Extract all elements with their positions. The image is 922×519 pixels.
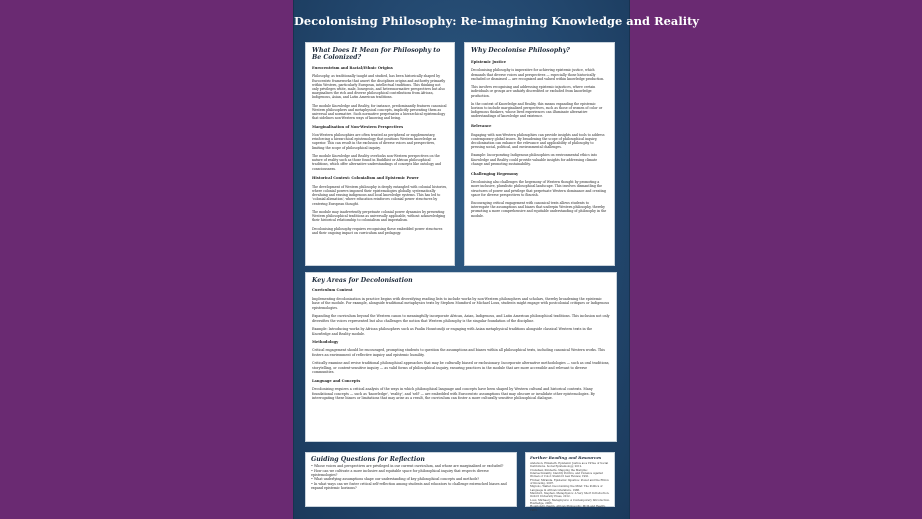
card-heading: Guiding Questions for Reflection: [311, 456, 425, 463]
card-what-does-it-mean: [306, 43, 454, 265]
section-heading: Challenging Hegemony: [471, 171, 519, 176]
card-heading: Why Decolonise Philosophy?: [471, 47, 570, 54]
section-heading: Language and Concepts: [312, 378, 361, 383]
paragraph: Non-Western philosophies are often treated as peripheral or supplementary, reinforcing a hierarchical epistemology that positions Western knowledge as superior. This can result in the exclusion of diverse voices and perspectives, limiting the scope of philosophical inquiry.: [312, 133, 437, 150]
section-heading: Methodology: [312, 339, 339, 344]
paragraph: The module may inadvertently perpetuate colonial power dynamics by presenting Western philosophical traditions as universally applicable, without acknowledging their historical relationship to colonialism and imperialism.: [312, 209, 446, 223]
reading-item: Mumford, Stephen. Metaphysics: A Very Short Introduction. Oxford University Press, 2012.: [530, 492, 610, 499]
paragraph: Critically examine and revise traditional philosophical approaches that may be culturally biased or exclusionary. Incorporate alternative methodologies — such as oral traditions, storytelling, or context-sensitive inquiry — as valid forms of philosophical inquiry, ensuring practices in the module that are more accessible and relevant to diverse communities.: [312, 361, 610, 375]
section-heading: Curriculum Content: [312, 288, 353, 293]
poster: [294, 0, 700, 519]
paragraph: Philosophy, as traditionally taught and studied, has been historically shaped by Eurocentric frameworks that assert the disciplines origins and authority primarily within Western, particularly European, intellectual traditions. This thinking not only privileges white, male, bourgeois, and heteronormative perspectives but also marginalises the rich and diverse philosophical contributions from African, Indigenous, Asian, and Latin American traditions.: [312, 74, 446, 100]
paragraph: Example: Introducing works by African philosophers such as Paulin Hountondji or engaging with Asian metaphysical traditions alongside classical Western texts in the Knowledge and Reality module.: [312, 327, 593, 336]
question-item: • Whose voices and perspectives are privileged in our current curriculum, and whose are marginalised or excluded?: [311, 464, 504, 469]
card-guiding-questions: [306, 453, 516, 506]
section-heading: Relevance: [471, 124, 492, 129]
card-why-decolonise: [465, 43, 614, 265]
reading-item: Fricker, Miranda. Epistemic Injustice: Power and the Ethics of Knowing. 2007.: [530, 478, 609, 485]
paragraph: Engaging with non-Western philosophies can provide insights and tools to address contemporary global issues. By broadening the scope of philosophical inquiry, decolonisation can enhance the relevance and applicability of philosophy to pressing social, political, and environmental challenges.: [471, 132, 605, 150]
section-heading: Eurocentrism and Racial/Ethnic Origins: [312, 65, 393, 70]
card-heading: Key Areas for Decolonisation: [312, 277, 413, 284]
reading-item: Loux, Michael J. Metaphysics: A Contemporary Introduction. Routledge, 2006.: [530, 498, 610, 506]
paragraph: The development of Western philosophy is deeply entangled with colonial histories, where colonial powers imposed their epistemologies globally, systematically devaluing and erasing indigenous and local knowledge systems. This has led to 'colonial alienation', where education reinforces colonial power structures by centering European thought.: [312, 184, 448, 206]
paragraph: Example: Incorporating Indigenous philosophies on environmental ethics into Knowledge and Reality could provide valuable insights for addressing climate change and promoting sustainability.: [471, 153, 598, 166]
reading-item: Mignolo, Walter. Decolonizing the Mind: The Politics of Language in African Literature. 1986.: [530, 485, 603, 492]
paragraph: Decolonising philosophy is imperative for achieving epistemic justice, which demands that diverse voices and perspectives — especially those historically excluded or dismissed — are recognised and valued within knowledge production.: [471, 68, 605, 81]
paragraph: In the context of Knowledge and Reality, this means expanding the epistemic horizon to include marginalised perspectives, such as those of women of color or Indigenous thinkers, whose lived experiences can illuminate alternative understandings of knowledge and existence.: [471, 101, 603, 119]
reading-list: [530, 462, 610, 512]
paragraph: Encouraging critical engagement with canonical texts allows students to interrogate the assumptions and biases that underpin Western philosophy, thereby promoting a more comprehensive and equitable understanding of philosophy in the module.: [471, 200, 607, 218]
poster-title: Decolonising Philosophy: Re-imagining Knowledge and Reality: [294, 14, 700, 28]
paragraph: The module Knowledge and Reality, for instance, predominantly features canonical Western philosophers and metaphysical concepts, implicitly presenting them as universal and normative. Such normative perpetuates a hierarchical epistemology that sidelines non-Western ways of knowing and being.: [312, 103, 447, 121]
card-key-areas: [306, 273, 616, 441]
question-item: • What underlying assumptions shape our understanding of key philosophical concepts and methods?: [311, 477, 480, 482]
question-list: [311, 464, 511, 490]
paragraph: Decolonising requires a critical analysis of the ways in which philosophical language and concepts have been shaped by Western cultural and historical contexts. Many foundational concepts — such as 'knowledge', 'reality', and 'self' — are embedded with Eurocentric assumptions that may obscure or invalidate other epistemologies. By interrogating these biases or limitations that may arise as a result, the curriculum can foster a more culturally sensitive philosophical dialogue.: [312, 387, 595, 401]
reading-item: Crenshaw, Kimberlé. Mapping the Margins: Intersectionality, Identity Politics, and Violence Against Women of Color. Stanford Law Review, 1991.: [530, 468, 603, 479]
question-item: • In what ways can we foster critical self-reflection among students and educators to challenge entrenched biases and expand epistemic horizons?: [311, 481, 507, 490]
reading-item: Hountondji, Paulin. African Philosophy: Myth and Reality. 1983.: [530, 505, 606, 512]
section-heading: Marginalisation of Non-Western Perspectives: [312, 124, 404, 129]
reading-item: Anderson, Elizabeth. Epistemic Justice as a Virtue of Social Institutions. Social Epistemology, 2012.: [530, 461, 609, 469]
paragraph: Critical engagement should be encouraged, prompting students to question the assumptions and biases within all philosophical texts, including canonical Western works. This fosters an environment of reflective inquiry and epistemic humility.: [312, 348, 606, 357]
card-heading: Further Reading and Resources: [530, 455, 602, 460]
paragraph: Implementing decolonisation in practice begins with diversifying reading lists to include works by non-Western philosophers and scholars, thereby broadening the epistemic base of the module. For example, alongside traditional metaphysics texts by Stephen Mumford or Michael Loux, students might engage with postcolonial critiques or Indigenous epistemologies.: [312, 296, 610, 310]
section-heading: Epistemic Justice: [471, 59, 507, 64]
section-heading: Historical Context: Colonialism and Epistemic Power: [312, 176, 419, 181]
question-item: • How can we cultivate a more inclusive and equitable space for philosophical inquiry that respects diverse epistemologies?: [311, 468, 489, 477]
card-heading: What Does It Mean for Philosophy to Be Colonized?: [312, 47, 441, 62]
paragraph: The module Knowledge and Reality overlooks non-Western perspectives on the nature of reality such as those found in Buddhist or African philosophical traditions, which offer alternative understandings of concepts like ontology and consciousness.: [312, 153, 442, 171]
paragraph: Decolonising also challenges the hegemony of Western thought by promoting a more inclusive, pluralistic philosophical landscape. This involves dismantling the structures of power and privilege that perpetuate Western dominance and creating space for diverse perspectives to flourish.: [471, 180, 606, 197]
paragraph: Decolonising philosophy requires recognising these embedded power structures and their ongoing impact on curriculum and pedagogy.: [312, 226, 443, 235]
paragraph: Expanding the curriculum beyond the Western canon to meaningfully incorporate African, Asian, Indigenous, and Latin American philosophical traditions. This inclusion not only diversifies the voices represented but also challenges the notion that Western philosophy is the singular foundation of the discipline.: [312, 314, 610, 323]
card-further-reading: [526, 453, 614, 512]
paragraph: This involves recognising and addressing epistemic injustices, where certain individuals or groups are unfairly discredited or excluded from knowledge production.: [471, 85, 596, 98]
